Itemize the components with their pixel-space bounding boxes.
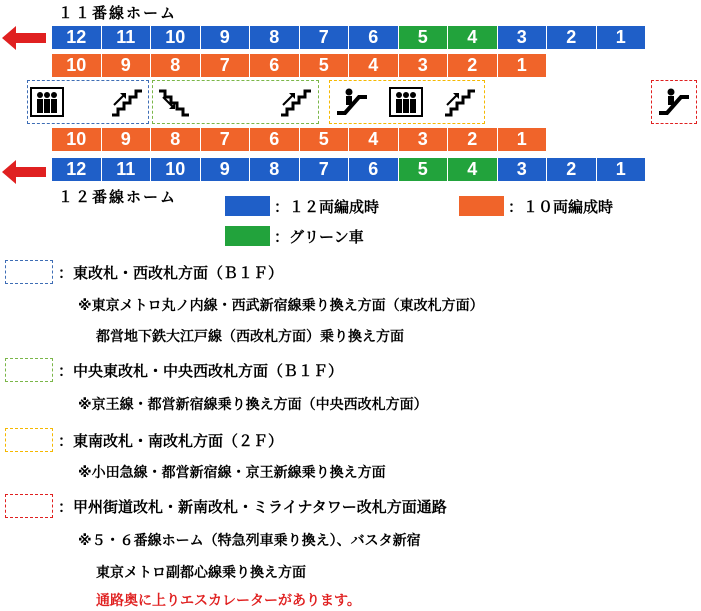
car-5: 5 (399, 26, 448, 49)
car-12: 12 (52, 26, 101, 49)
car-2: 2 (547, 26, 596, 49)
car-6: 6 (250, 54, 299, 77)
car-9: 9 (102, 128, 151, 151)
car-8: 8 (151, 54, 200, 77)
car-1: 1 (597, 26, 646, 49)
gate-note-red-3: 通路奥に上りエスカレーターがあります。 (96, 593, 361, 609)
car-3: 3 (498, 26, 547, 49)
gate-note-green-1: ※京王線・都営新宿線乗り換え方面（中央西改札方面） (78, 397, 428, 413)
car-10: 10 (151, 158, 200, 181)
car-8: 8 (250, 158, 299, 181)
car-1: 1 (498, 54, 547, 77)
car-3: 3 (399, 128, 448, 151)
car-8: 8 (151, 128, 200, 151)
legend-swatch-green (225, 226, 270, 246)
gate-note-blue-1: ※東京メトロ丸ノ内線・西武新宿線乗り換え方面（東改札方面） (78, 298, 484, 314)
legend-label-ten: ：１０両編成時 (508, 198, 614, 216)
platform-12-label: １２番線ホーム (58, 188, 178, 206)
car-7: 7 (300, 26, 349, 49)
car-10: 10 (52, 128, 101, 151)
gate-title-red: ：甲州街道改札・新南改札・ミライナタワー改札方面通路 (58, 498, 447, 516)
car-7: 7 (300, 158, 349, 181)
legend-swatch-ten (459, 196, 504, 216)
left-arrow-icon (2, 26, 46, 50)
escalator-icon (335, 87, 369, 117)
gate-note-red-2: 東京メトロ副都心線乗り換え方面 (96, 565, 306, 581)
legend-swatch-twelve (225, 196, 270, 216)
gate-title-green: ：中央東改札・中央西改札方面（Ｂ１Ｆ） (58, 362, 344, 380)
left-arrow-icon (2, 160, 46, 184)
car-3: 3 (399, 54, 448, 77)
car-9: 9 (102, 54, 151, 77)
car-3: 3 (498, 158, 547, 181)
car-row-11-twelve (52, 26, 646, 49)
legend-label-green: ：グリーン車 (274, 228, 364, 246)
gate-title-yellow: ：東南改札・南改札方面（２Ｆ） (58, 432, 284, 450)
car-row-12-ten (52, 128, 547, 151)
stairs-up-icon (443, 87, 477, 117)
escalator-icon (657, 87, 691, 117)
car-6: 6 (349, 158, 398, 181)
car-6: 6 (349, 26, 398, 49)
car-1: 1 (597, 158, 646, 181)
elevator-icon (389, 87, 423, 117)
elevator-icon (30, 87, 64, 117)
car-12: 12 (52, 158, 101, 181)
car-row-11-ten (52, 54, 547, 77)
car-4: 4 (448, 158, 497, 181)
car-4: 4 (349, 128, 398, 151)
gate-note-red-1: ※５・６番線ホーム（特急列車乗り換え）、バスタ新宿 (78, 533, 421, 549)
car-6: 6 (250, 128, 299, 151)
car-11: 11 (102, 158, 151, 181)
car-4: 4 (349, 54, 398, 77)
gate-key-red (5, 494, 53, 518)
car-1: 1 (498, 128, 547, 151)
car-10: 10 (151, 26, 200, 49)
car-5: 5 (399, 158, 448, 181)
car-8: 8 (250, 26, 299, 49)
car-10: 10 (52, 54, 101, 77)
gate-key-green (5, 358, 53, 382)
car-5: 5 (300, 128, 349, 151)
gate-note-yellow-1: ※小田急線・都営新宿線・京王新線乗り換え方面 (78, 465, 386, 481)
car-2: 2 (547, 158, 596, 181)
stairs-down-icon (157, 87, 191, 117)
car-2: 2 (448, 128, 497, 151)
platform-11-label: １１番線ホーム (58, 4, 178, 22)
car-9: 9 (201, 26, 250, 49)
gate-note-blue-2: 都営地下鉄大江戸線（西改札方面）乗り換え方面 (96, 329, 404, 345)
car-row-12-twelve (52, 158, 646, 181)
stairs-up-icon (279, 87, 313, 117)
car-7: 7 (201, 128, 250, 151)
car-4: 4 (448, 26, 497, 49)
car-5: 5 (300, 54, 349, 77)
gate-title-blue: ：東改札・西改札方面（Ｂ１Ｆ） (58, 264, 284, 282)
car-2: 2 (448, 54, 497, 77)
car-9: 9 (201, 158, 250, 181)
gate-key-blue (5, 260, 53, 284)
legend-label-twelve: ：１２両編成時 (274, 198, 380, 216)
gate-key-yellow (5, 428, 53, 452)
car-7: 7 (201, 54, 250, 77)
car-11: 11 (102, 26, 151, 49)
stairs-up-icon (110, 87, 144, 117)
